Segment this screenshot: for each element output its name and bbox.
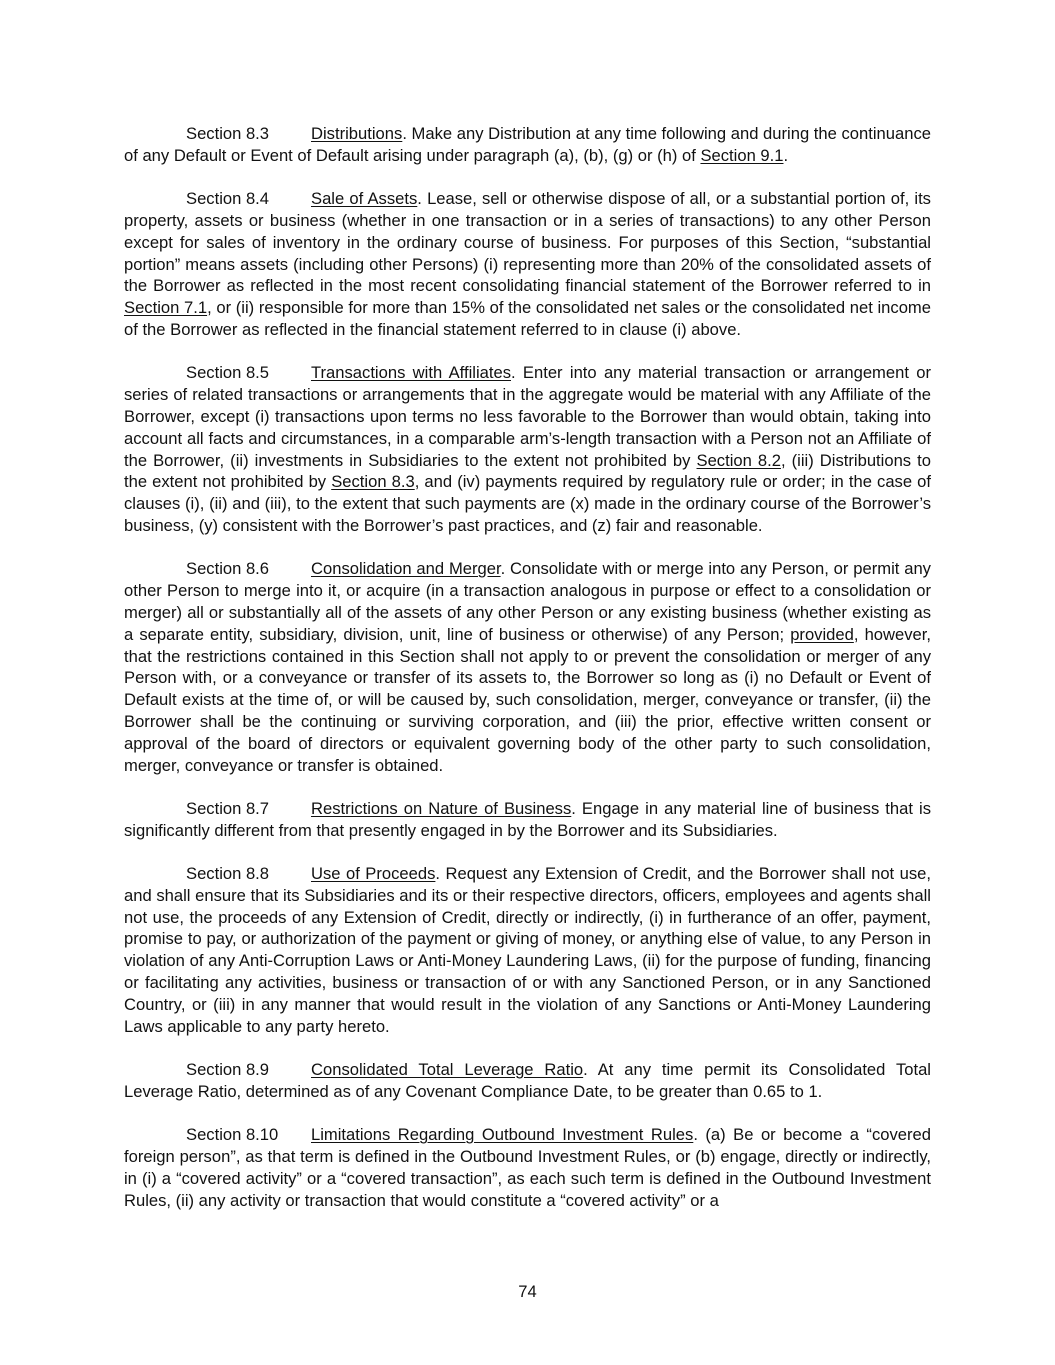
section-number: Section 8.8 <box>186 864 270 884</box>
section-paragraph <box>124 1124 931 1211</box>
section-heading: Distributions <box>311 124 403 143</box>
section-heading: Use of Proceeds <box>311 864 436 884</box>
section-heading: Sale of Assets <box>311 189 418 209</box>
section-number: Section 8.9 <box>186 1060 270 1080</box>
section-heading: Transactions with Affiliates <box>311 363 511 383</box>
section-number: Section 8.4 <box>186 189 270 209</box>
section-text: , and (iv) payments required by regulatory rule or order; in the case of clauses (i), (ii) and (iii), to the extent that such payments are (x) made in the ordinary course of the Borrower’s business, (y) consistent with the Borrower’s past practices, and (z) fair and reasonable. <box>124 472 931 535</box>
section-text: . <box>783 145 789 165</box>
section-text: . Lease, sell or otherwise dispose of all, or a substantial portion of, its property, assets or business (whether in one transaction or in a series of transactions) to any other Person except for sales of inventory in the ordinary course of business. For purposes of this Section, “substantial portion” means assets (including other Persons) (i) representing more than 20% of the consolidated assets of the Borrower as reflected in the most recent consolidating financial statement of the Borrower referred to in <box>124 189 931 296</box>
sections-container <box>124 123 931 1211</box>
section-paragraph <box>124 558 931 776</box>
section-text: , or (ii) responsible for more than 15% of the consolidated net sales or the consolidated net income of the Borrower as reflected in the financial statement referred to in clause (i) above. <box>124 298 931 339</box>
section-heading: Consolidation and Merger <box>311 559 501 579</box>
section-paragraph <box>124 188 931 341</box>
page-number: 74 <box>518 1282 537 1301</box>
section-number: Section 8.5 <box>186 363 270 383</box>
section-number: Section 8.7 <box>186 798 270 818</box>
section-text: , however, that the restrictions contained in this Section shall not apply to or prevent the consolidation or merger of any Person with, or a conveyance or transfer of its assets to, the Borrower so long as (i) no Default or Event of Default exists at the time of, or will be caused by, such consolidation, merger, conveyance or transfer, (ii) the Borrower shall be the continuing or surviving corporation, and (iii) the prior, effective written consent or approval of the board of directors or equivalent governing body of the other party to such consolidation, merger, conveyance or transfer is obtained. <box>124 624 931 775</box>
section-text: . Consolidate with or merge into any Person, or permit any other Person to merge into it, or acquire (in a transaction analogous in purpose or effect to a consolidation or merger) all or substantially all of the assets of any other Person or any existing business (whether existing as a separate entity, subsidiary, division, unit, line of business or otherwise) of any Person; <box>124 559 931 644</box>
section-text: . At any time permit its Consolidated Total Leverage Ratio, determined as of any Covenant Compliance Date, to be greater than 0.65 to 1. <box>124 1060 931 1101</box>
cross-reference: Section 8.3 <box>331 472 415 492</box>
section-heading: Consolidated Total Leverage Ratio <box>311 1060 584 1080</box>
section-text: . Enter into any material transaction or arrangement or series of related transactions or arrangements that in the aggregate would be material with any Affiliate of the Borrower, except (i) transactions upon terms no less favorable to the Borrower than would obtain, taking into account all facts and circumstances, in a comparable arm’s-length transaction with a Person not an Affiliate of the Borrower, (ii) investments in Subsidiaries to the extent not prohibited by <box>124 363 931 470</box>
section-text: , (iii) Distributions to the extent not prohibited by <box>124 450 931 492</box>
section-heading: Limitations Regarding Outbound Investment Rules <box>311 1125 694 1145</box>
section-number: Section 8.3 <box>186 124 270 143</box>
section-paragraph <box>124 798 931 842</box>
section-heading: Restrictions on Nature of Business <box>311 798 572 818</box>
section-paragraph <box>124 1059 931 1103</box>
section-text: . Engage in any material line of business that is significantly different from that presently engaged in by the Borrower and its Subsidiaries. <box>124 798 931 840</box>
cross-reference: Section 7.1 <box>124 298 208 318</box>
section-text: . Request any Extension of Credit, and the Borrower shall not use, and shall ensure that its Subsidiaries and its or their respective directors, officers, employees and agents shall not use, the proceeds of any Extension of Credit, directly or indirectly, (i) in furtherance of an offer, payment, promise to pay, or authorization of the payment or giving of money, or anything else of value, to any Person in violation of any Anti-Corruption Laws or Anti-Money Laundering Laws, (ii) for the purpose of funding, financing or facilitating any activities, business or transaction of or with any Sanctioned Person, or in any Sanctioned Country, or (iii) in any manner that would result in the violation of any Sanctions or Anti-Money Laundering Laws applicable to any party hereto. <box>124 864 931 1036</box>
cross-reference: Section 9.1 <box>700 145 784 165</box>
section-number: Section 8.10 <box>186 1125 279 1145</box>
section-paragraph <box>124 362 931 536</box>
cross-reference: provided <box>790 624 854 644</box>
section-number: Section 8.6 <box>186 559 270 579</box>
cross-reference: Section 8.2 <box>696 450 781 470</box>
document-page <box>124 123 931 1233</box>
section-paragraph <box>124 123 931 167</box>
section-text: . (a) Be or become a “covered foreign person”, as that term is defined in the Outbound Investment Rules, or (b) engage, directly or indirectly, in (i) a “covered activity” or a “covered transaction”, as each such term is defined in the Outbound Investment Rules, (ii) any activity or transaction that would constitute a “covered activity” or a <box>124 1125 931 1210</box>
section-paragraph <box>124 863 931 1037</box>
section-text: . Make any Distribution at any time following and during the continuance of any Default or Event of Default arising under paragraph (a), (b), (g) or (h) of <box>124 124 931 165</box>
